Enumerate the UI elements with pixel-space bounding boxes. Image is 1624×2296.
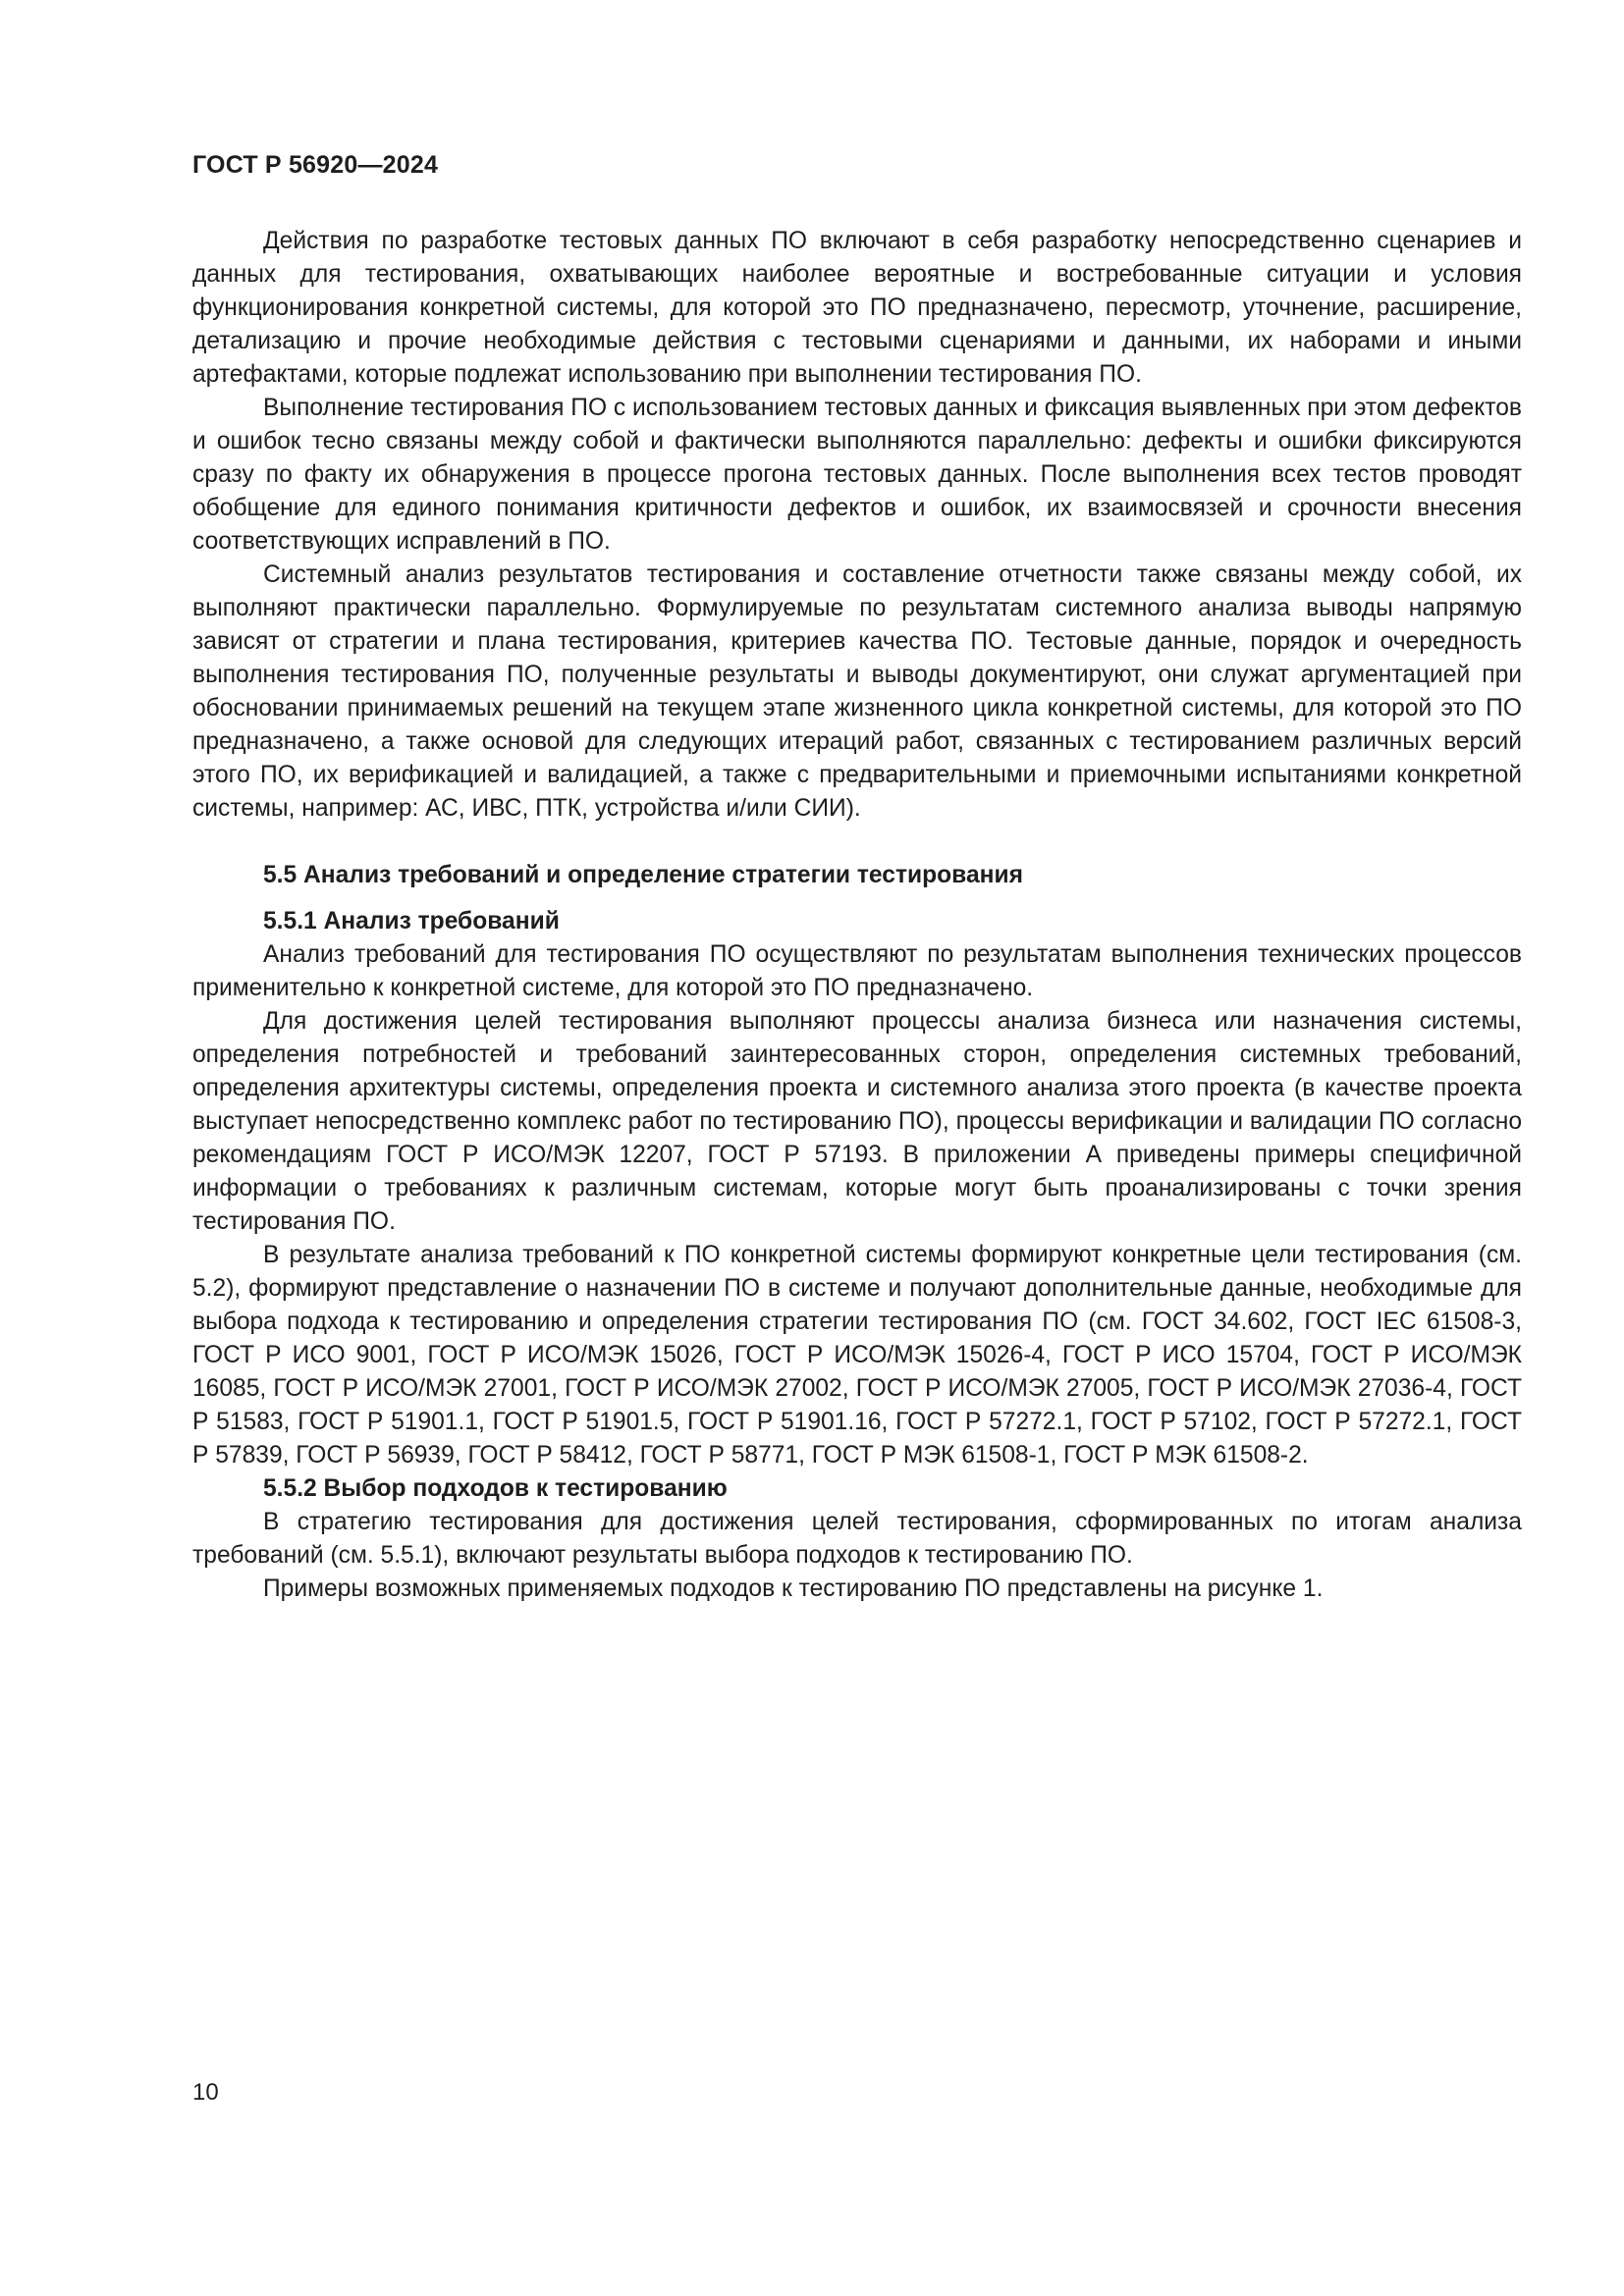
paragraph-testing-goals: Для достижения целей тестирования выполняют процессы анализа бизнеса или назначения системы, определения потребностей и требований заинтересованных сторон, определения системных требований, определения архитектуры системы, определения проекта и системного анализа этого проекта (в качестве проекта выступает непосредственно комплекс работ по тестированию ПО), процессы верификации и валидации ПО согласно рекомендациям ГОСТ Р ИСО/МЭК 12207, ГОСТ Р 57193. В приложении А приведены примеры специфичной информации о требованиях к различным системам, которые могут быть проанализированы с точки зрения тестирования ПО. [192,1008,1522,1235]
section-heading-5-5: 5.5 Анализ требований и определение стратегии тестирования [263,862,1023,888]
paragraph-testing-strategy: В стратегию тестирования для достижения целей тестирования, сформированных по итогам анализа требований (см. 5.5.1), включают результаты выбора подходов к тестированию ПО. [192,1509,1522,1569]
page-number: 10 [192,2079,219,2106]
document-header-id: ГОСТ Р 56920—2024 [192,151,439,179]
section-heading-5-5-1: 5.5.1 Анализ требований [263,908,560,934]
paragraph-system-analysis: Системный анализ результатов тестирования и составление отчетности также связаны между собой, их выполняют практически параллельно. Формулируемые по результатам системного анализа выводы напрямую зависят от стратегии и плана тестирования, критериев качества ПО. Тестовые данные, порядок и очередность выполнения тестирования ПО, полученные результаты и выводы документируют, они служат аргументацией при обосновании принимаемых решений на текущем этапе жизненного цикла конкретной системы, для которой это ПО предназначено, а также основой для следующих итераций работ, связанных с тестированием различных версий этого ПО, их верификацией и валидацией, а также с предварительными и приемочными испытаниями конкретной системы, например: АС, ИВС, ПТК, устройства и/или СИИ). [192,561,1522,822]
section-heading-5-5-2: 5.5.2 Выбор подходов к тестированию [263,1475,728,1502]
paragraph-analysis-results: В результате анализа требований к ПО конкретной системы формируют конкретные цели тестирования (см. 5.2), формируют представление о назначении ПО в системе и получают дополнительные данные, необходимые для выбора подхода к тестированию и определения стратегии тестирования ПО (см. ГОСТ 34.602, ГОСТ IEC 61508-3, ГОСТ Р ИСО 9001, ГОСТ Р ИСО/МЭК 15026, ГОСТ Р ИСО/МЭК 15026-4, ГОСТ Р ИСО 15704, ГОСТ Р ИСО/МЭК 16085, ГОСТ Р ИСО/МЭК 27001, ГОСТ Р ИСО/МЭК 27002, ГОСТ Р ИСО/МЭК 27005, ГОСТ Р ИСО/МЭК 27036-4, ГОСТ Р 51583, ГОСТ Р 51901.1, ГОСТ Р 51901.5, ГОСТ Р 51901.16, ГОСТ Р 57272.1, ГОСТ Р 57102, ГОСТ Р 57272.1, ГОСТ Р 57839, ГОСТ Р 56939, ГОСТ Р 58412, ГОСТ Р 58771, ГОСТ Р МЭК 61508-1, ГОСТ Р МЭК 61508-2. [192,1242,1522,1468]
paragraph-requirements-analysis: Анализ требований для тестирования ПО осуществляют по результатам выполнения технических процессов применительно к конкретной системе, для которой это ПО предназначено. [192,941,1522,1001]
paragraph-test-execution: Выполнение тестирования ПО с использованием тестовых данных и фиксация выявленных при этом дефектов и ошибок тесно связаны между собой и фактически выполняются параллельно: дефекты и ошибки фиксируются сразу по факту их обнаружения в процессе прогона тестовых данных. После выполнения всех тестов проводят обобщение для единого понимания критичности дефектов и ошибок, их взаимосвязей и срочности внесения соответствующих исправлений в ПО. [192,395,1522,555]
paragraph-test-data-development: Действия по разработке тестовых данных ПО включают в себя разработку непосредственно сценариев и данных для тестирования, охватывающих наиболее вероятные и востребованные ситуации и условия функционирования конкретной системы, для которой это ПО предназначено, пересмотр, уточнение, расширение, детализацию и прочие необходимые действия с тестовыми сценариями и данными, их наборами и иными артефактами, которые подлежат использованию при выполнении тестирования ПО. [192,228,1522,388]
paragraph-figure-reference: Примеры возможных применяемых подходов к тестированию ПО представлены на рисунке 1. [263,1575,1324,1602]
document-body [192,225,1522,1606]
